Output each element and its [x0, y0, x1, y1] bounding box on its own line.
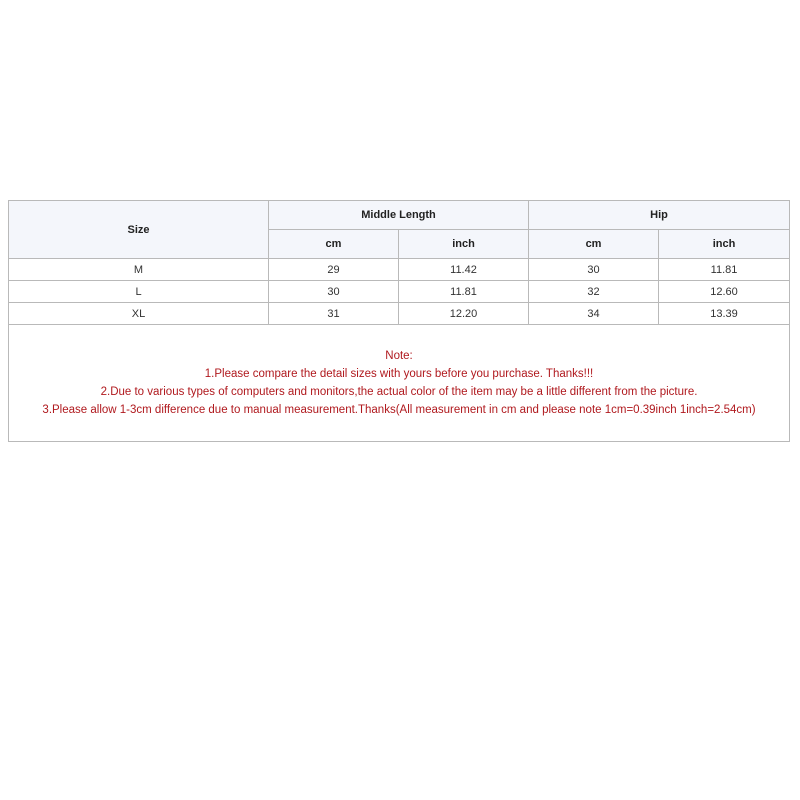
hip-inch-cell: 13.39 [659, 303, 790, 325]
table-row [9, 259, 790, 281]
note-line-1: 1.Please compare the detail sizes with yours before you purchase. Thanks!!! [204, 368, 594, 380]
middle-length-inch-header: inch [399, 230, 529, 259]
middle-length-cm-header: cm [269, 230, 399, 259]
middle-length-cm-cell: 30 [269, 281, 399, 303]
note-title: Note: [385, 350, 413, 362]
table-row [9, 303, 790, 325]
hip-inch-cell: 12.60 [659, 281, 790, 303]
middle-length-cm-cell: 31 [269, 303, 399, 325]
table-row [9, 281, 790, 303]
middle-length-inch-cell: 12.20 [399, 303, 529, 325]
hip-cm-header: cm [529, 230, 659, 259]
notes-row [9, 325, 790, 442]
header-row-groups [9, 201, 790, 230]
size-chart-table [8, 200, 790, 442]
note-line-2: 2.Due to various types of computers and monitors,the actual color of the item may be a little different from the picture. [100, 386, 698, 398]
middle-length-group-header: Middle Length [269, 201, 529, 230]
hip-inch-header: inch [659, 230, 790, 259]
notes-block [9, 325, 790, 442]
hip-cm-cell: 32 [529, 281, 659, 303]
size-cell: L [9, 281, 269, 303]
hip-inch-cell: 11.81 [659, 259, 790, 281]
middle-length-inch-cell: 11.42 [399, 259, 529, 281]
size-column-header: Size [9, 201, 269, 259]
hip-cm-cell: 30 [529, 259, 659, 281]
middle-length-inch-cell: 11.81 [399, 281, 529, 303]
size-cell: M [9, 259, 269, 281]
middle-length-cm-cell: 29 [269, 259, 399, 281]
hip-cm-cell: 34 [529, 303, 659, 325]
size-cell: XL [9, 303, 269, 325]
hip-group-header: Hip [529, 201, 790, 230]
note-line-3: 3.Please allow 1-3cm difference due to manual measurement.Thanks(All measurement in cm and please note 1cm=0.39inch 1inch=2.54cm) [42, 404, 756, 416]
